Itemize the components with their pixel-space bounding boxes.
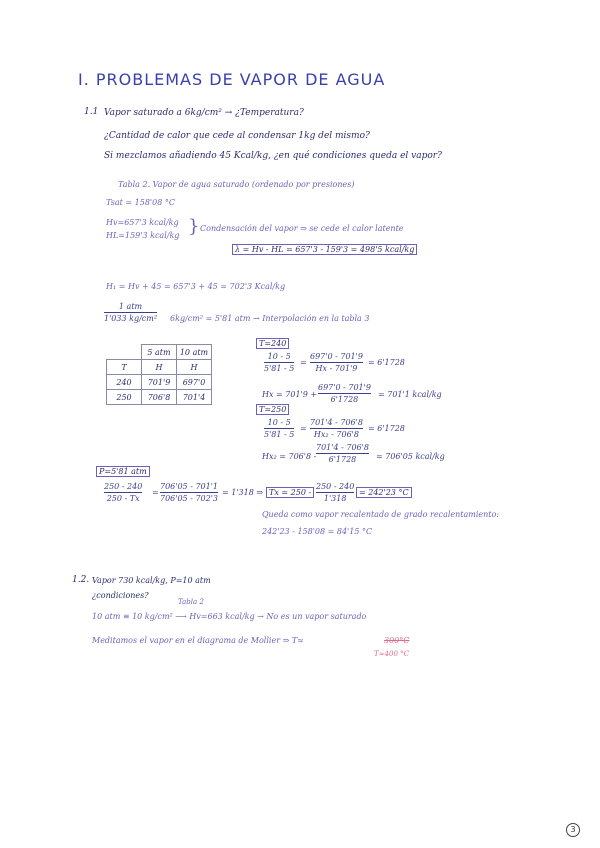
fraction-1-right: 697'0 - 701'9 Hx - 701'9 [310,352,363,373]
page-number: 3 [566,823,580,837]
brace: } [188,216,200,237]
tabla-label: Tabla 2 [178,598,204,606]
final-fraction-left: 250 - 240 250 - Tx [104,482,143,503]
hx-fraction: 697'0 - 701'9 6'1728 [318,383,371,404]
final-fraction-right: 706'05 - 701'1 706'05 - 702'3 [160,482,218,503]
fraction-1-left: 10 - 5 5'81 - 5 [264,352,295,373]
conclusion-line2: 242'23 - 158'08 = 84'15 °C [262,527,373,536]
problem-2-line3: 10 atm ≡ 10 kg/cm² ⟶ Hv=663 kcal/kg → No es un vapor saturado [92,612,367,621]
problem-1-number: 1.1 [84,107,99,117]
tx-result: = 242'23 °C [356,487,412,498]
hv-value: Hv=657'3 kcal/kg [106,218,179,227]
tx-fraction: 250 - 240 1'318 [316,482,355,503]
pink-correction: T≈400 °C [374,650,409,658]
fraction-1-result: = 6'1728 [368,358,405,367]
final-fraction-result: = 1'318 ⇒ [222,488,264,497]
condensation-note: Condensación del vapor ⇒ se cede el calor latente [200,224,404,233]
problem-2-line2: ¿condiciones? [92,591,149,600]
problem-2-line4: Meditamos el vapor en el diagrama de Mollier ⇒ T≈ [92,636,304,645]
interpolation-table [106,344,212,405]
equals-sign: = [300,358,307,367]
hx2-label: Hx₂ = 706'8 - [262,452,317,461]
unit-conversion [104,302,157,323]
col-h-5: H [142,360,177,375]
t250-label: T=250 [256,404,289,415]
problem-1-line2: ¿Cantidad de calor que cede al condensar 1kg del mismo? [104,131,370,141]
h1-value: H₁ = Hv + 45 = 657'3 + 45 = 702'3 Kcal/kg [106,282,286,291]
tsat-value: Tsat = 158'08 °C [106,198,175,207]
pressure-label: P=5'81 atm [96,466,150,477]
col-h-10: H [177,360,212,375]
struck-value: 300°C [384,636,410,645]
hx-label: Hx = 701'9 + [262,390,318,399]
conclusion-line1: Queda como vapor recalentado de grado recalentamiento: [262,510,500,519]
col-10atm: 10 atm [177,345,212,360]
tx-label: Tx = 250 - [266,487,314,498]
problem-1-line3: Si mezclamos añadiendo 45 Kcal/kg, ¿en qué condiciones queda el vapor? [104,151,442,161]
problem-2-line1: Vapor 730 kcal/kg, P=10 atm [92,576,211,585]
page-title: I. PROBLEMAS DE VAPOR DE AGUA [78,70,386,89]
unit-bottom: 1'033 kg/cm² [104,314,158,323]
problem-1-line1: Vapor saturado a 6kg/cm² → ¿Temperatura? [104,108,304,118]
col-t: T [107,360,142,375]
equals-sign: = [152,488,159,497]
equals-sign: = [300,424,307,433]
table-row: 240 701'9 697'0 [107,375,212,390]
hl-value: HL=159'3 kcal/kg [106,231,180,240]
fraction-2-result: = 6'1728 [368,424,405,433]
hx-result: = 701'1 kcal/kg [378,390,442,399]
table-row: 250 706'8 701'4 [107,390,212,405]
conversion-text: 6kg/cm² = 5'81 atm → Interpolación en la tabla 3 [170,314,370,323]
unit-top: 1 atm [118,302,143,311]
col-5atm: 5 atm [142,345,177,360]
table-reference: Tabla 2. Vapor de agua saturado (ordenado por presiones) [118,180,355,189]
fraction-2-left: 10 - 5 5'81 - 5 [264,418,295,439]
t240-label: T=240 [256,338,289,349]
problem-2-number: 1.2. [72,575,90,585]
fraction-2-right: 701'4 - 706'8 Hx₂ - 706'8 [310,418,363,439]
hx2-fraction: 701'4 - 706'8 6'1728 [316,443,369,464]
lambda-result: λ = Hv - HL = 657'3 - 159'3 = 498'5 kcal/kg [232,244,417,255]
hx2-result: = 706'05 kcal/kg [376,452,445,461]
